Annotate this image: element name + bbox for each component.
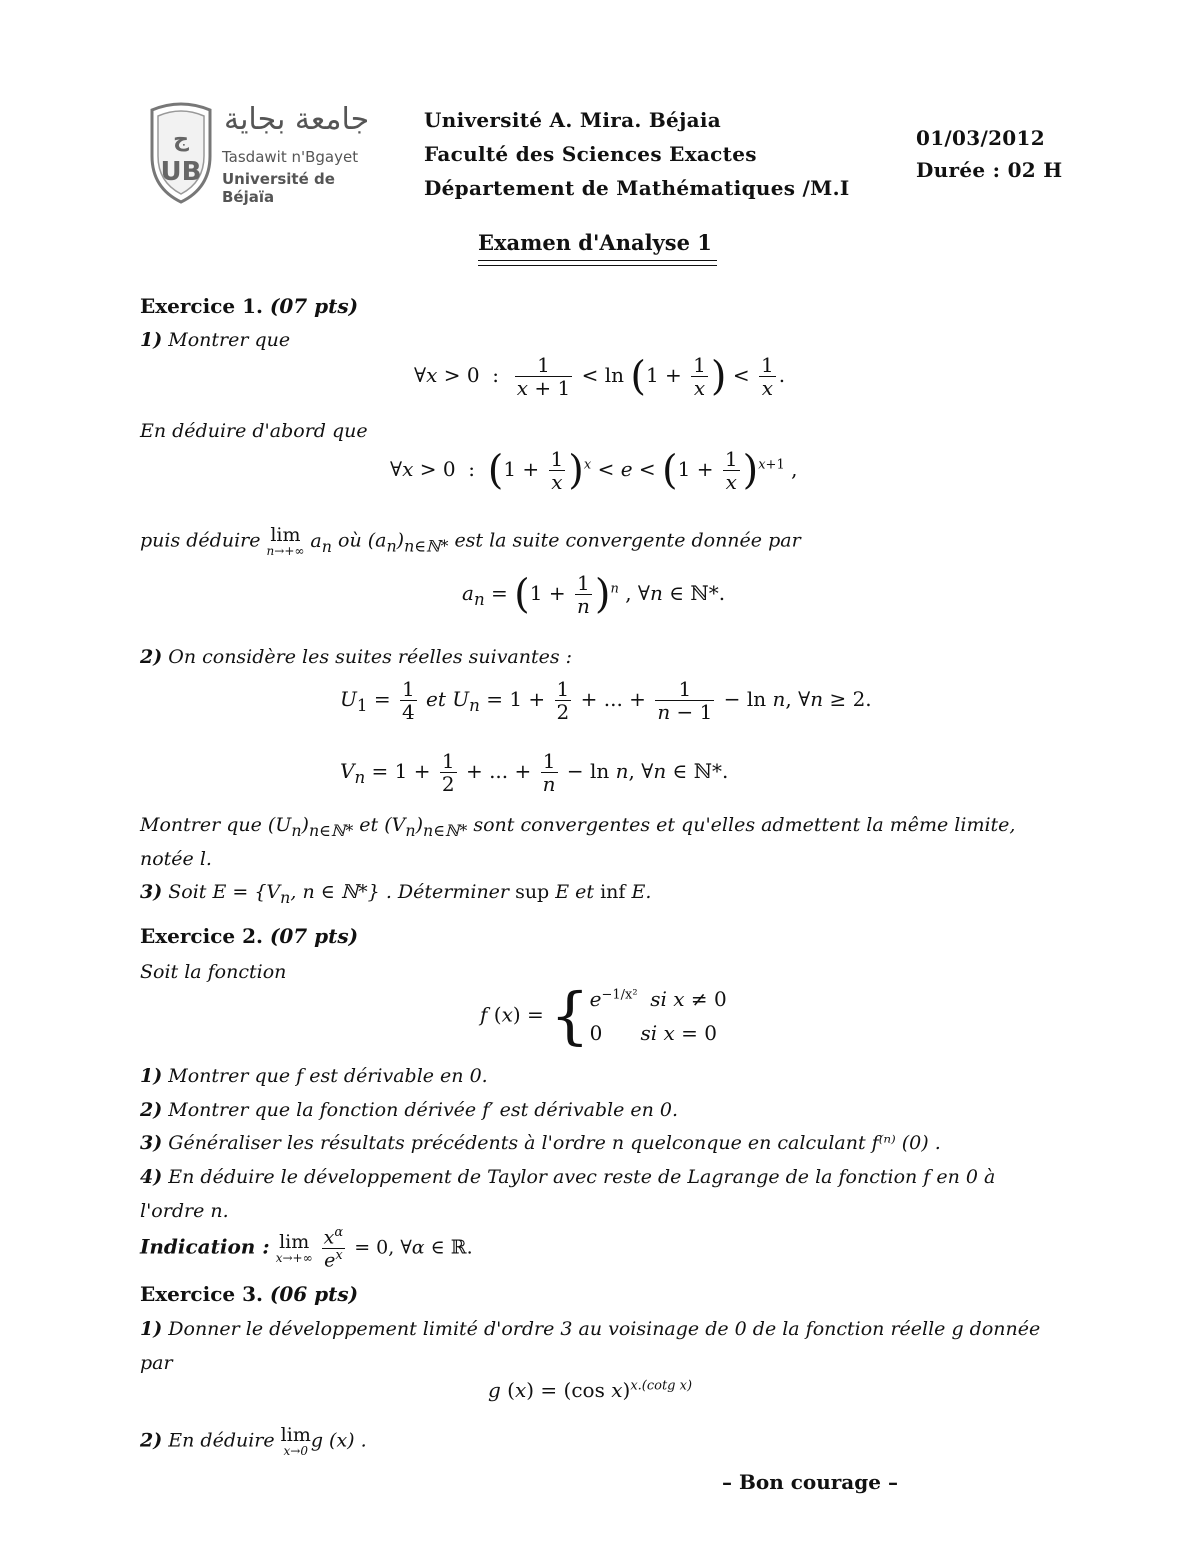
exercise-1-heading: Exercice 1. (07 pts) [140,294,359,318]
ex2-q4-cont: l'ordre n. [140,1200,229,1222]
exam-title: Examen d'Analyse 1 [478,230,712,255]
title-underline [478,260,717,261]
ex3-function-g: g (x) = (cos x)$^{x.(cotg x)}$ [488,1378,693,1402]
ex1-deduce-1: En déduire d'abord que [140,420,368,442]
ex2-intro: Soit la fonction [140,961,287,983]
university-logo [146,96,370,206]
ex1-q2: 2) On considère les suites réelles suivantes : [140,646,573,668]
title-underline-double [478,265,717,266]
ex3-q1-cont: par [140,1352,173,1374]
logo-arabic-text: جامعة بجاية [224,102,370,137]
exercise-3-heading: Exercice 3. (06 pts) [140,1282,359,1306]
ex1-q1: 1) Montrer que [140,329,291,351]
logo-kabyle-text: Tasdawit n'Bgayet [222,148,359,166]
university-seal-icon [146,96,216,206]
svg-text:UB: UB [160,157,202,187]
ex2-q3: 3) Généraliser les résultats précédents à l'ordre n quelconque en calculant f⁽ⁿ⁾ (0) . [140,1132,941,1154]
ex1-q3: 3) Soit $E = \{V_n$, n ∈ ℕ*} . Déterminer sup E et inf E. [140,881,652,907]
ex1-limit-name: notée l. [140,848,212,870]
ex2-q1: 1) Montrer que f est dérivable en 0. [140,1065,488,1087]
ex1-deduce-2: puis déduire lim n→+∞ $a_n$ où $(a_n)_{n\in ℕ*}$ est la suite convergente donnée par [140,524,801,558]
exam-duration: Durée : 02 H [916,158,1063,182]
ex2-q2: 2) Montrer que la fonction dérivée f′ est dérivable en 0. [140,1099,679,1121]
faculty-name: Faculté des Sciences Exactes [424,142,757,166]
ex3-q2: 2) En déduire lim x→0 g (x) . [140,1424,367,1458]
svg-text:ﺝ: ﺝ [173,127,189,152]
ex1-inequality-2: ∀x > 0 : (1 + $\frac{1}{x}$ )$^x$ < e < (1 + $\frac{1}{x}$ )$^{x+1}$ , [390,447,798,494]
ex3-q1: 1) Donner le développement limité d'ordre 3 au voisinage de 0 de la fonction réelle g donnée [140,1318,1041,1340]
exam-date: 01/03/2012 [916,126,1045,150]
exercise-2-heading: Exercice 2. (07 pts) [140,924,359,948]
logo-french-text: Université de Béjaïa [222,170,335,206]
ex2-hint: Indication : lim x→+∞ $\frac{x^\alpha}{e^x}$ = 0, ∀α ∈ ℝ. [140,1225,473,1272]
ex1-sequence-un: $U_1$ = $\frac{1}{4}$ et $U_n = 1$ + $\frac{1}{2}$ + ... + $\frac{1}{n - 1}$ − ln n, ∀n ≥ 2. [340,677,872,724]
ex1-sequence-an: $a_n = (1$ + $\frac{1}{n}$ )$^n$ , ∀n ∈ ℕ*. [462,571,726,618]
closing-message: – Bon courage – [722,1470,898,1494]
ex1-inequality-1: ∀x > 0 : $\frac{1}{x + 1}$ < ln (1 + $\frac{1}{x}$ ) < $\frac{1}{x}$ . [414,353,786,400]
university-name: Université A. Mira. Béjaia [424,108,722,132]
ex1-sequence-vn: $V_n = 1$ + $\frac{1}{2}$ + ... + $\frac{1}{n}$ − ln n, ∀n ∈ ℕ*. [340,749,729,796]
ex1-show-convergence: Montrer que $(U_n)_{n\in ℕ*}$ et $(V_n)_{n\in ℕ*}$ sont convergentes et qu'elles admettent la même limite, [140,814,1016,840]
ex2-q4: 4) En déduire le développement de Taylor avec reste de Lagrange de la fonction f en 0 à [140,1166,996,1188]
ex2-function-f: f (x) = { $e^{-1/x^2}$ si x ≠ 0 0 si x = 0 [480,979,727,1052]
department-name: Département de Mathématiques /M.I [424,176,850,200]
